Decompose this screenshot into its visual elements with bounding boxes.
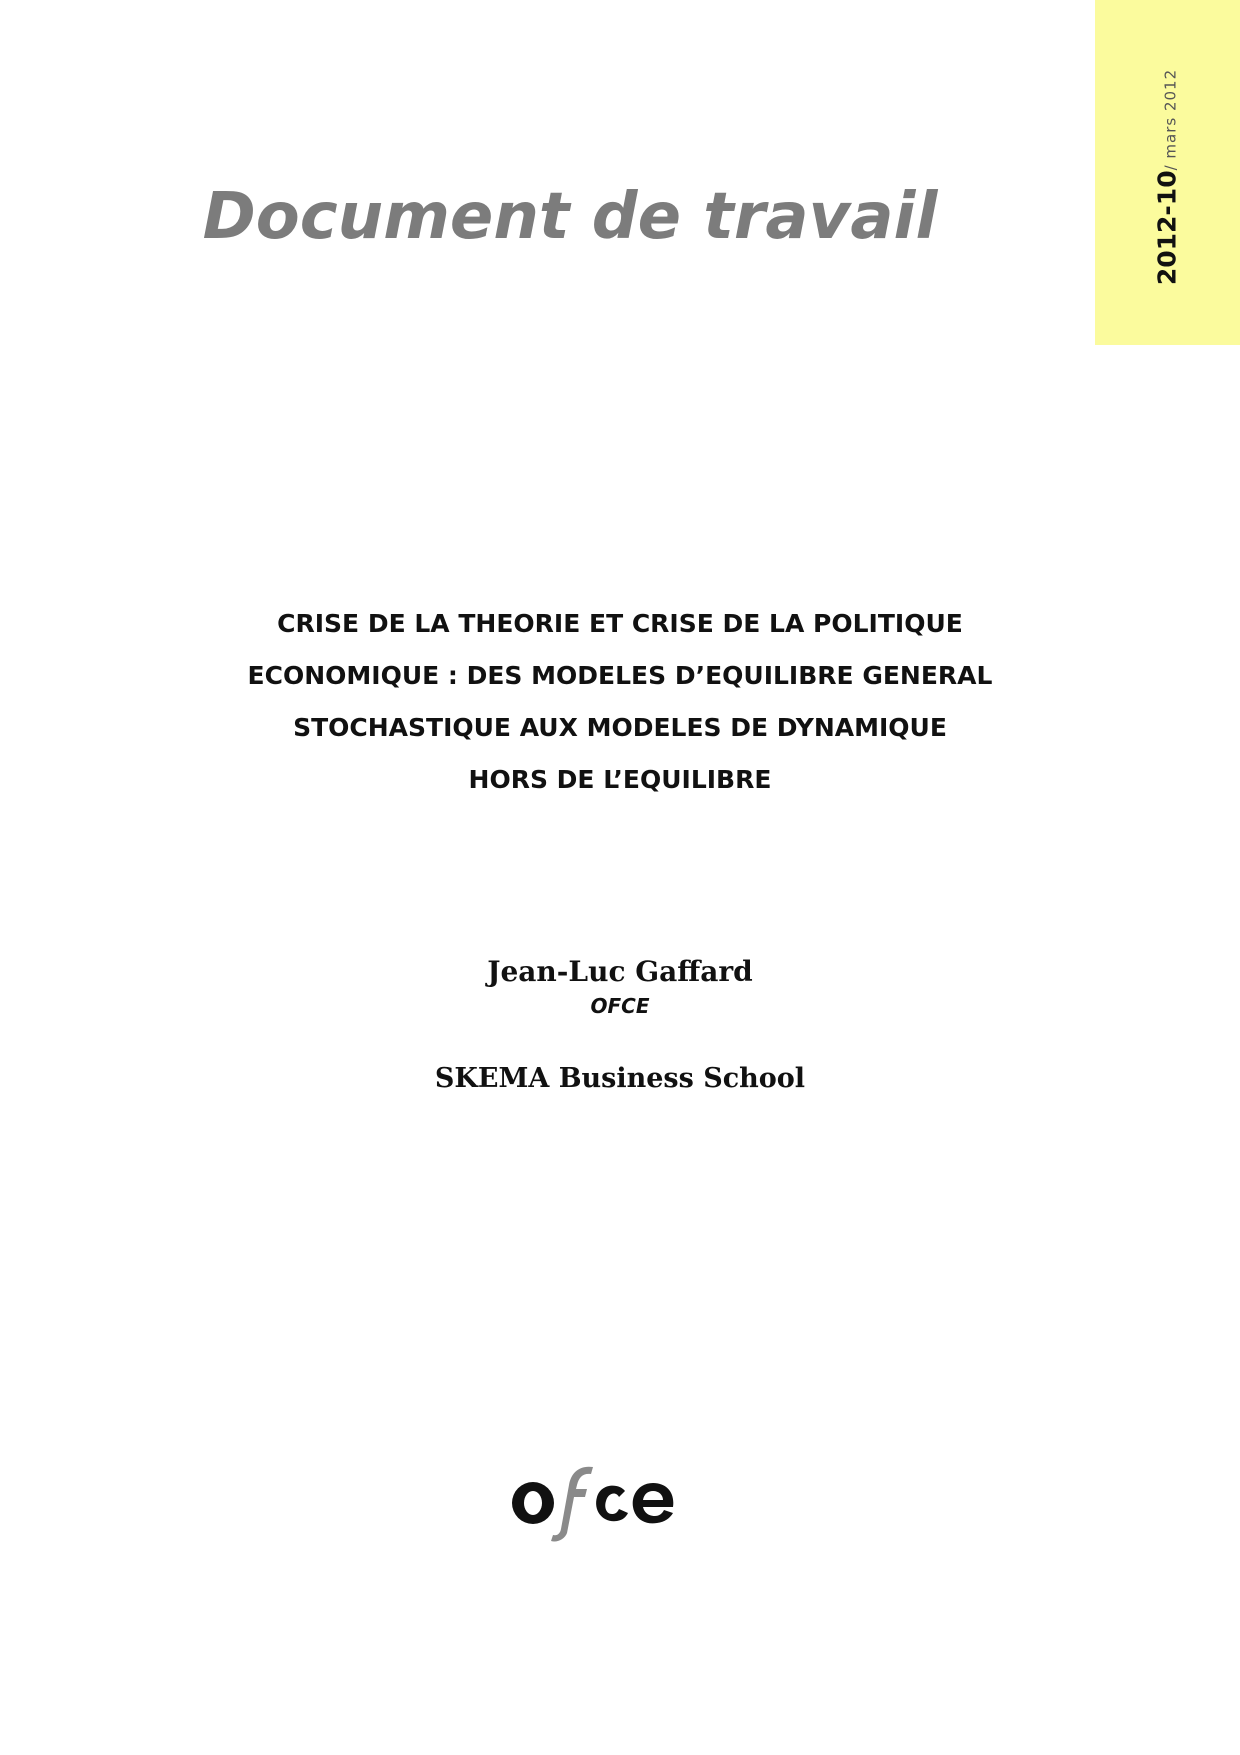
title-line: STOCHASTIQUE AUX MODELES DE DYNAMIQUE bbox=[293, 713, 947, 742]
series-label bbox=[1153, 69, 1182, 285]
ofce-logo-icon bbox=[505, 1455, 695, 1545]
paper-title bbox=[0, 598, 1240, 806]
series-date: / mars 2012 bbox=[1161, 68, 1180, 171]
title-line: CRISE DE LA THEORIE ET CRISE DE LA POLITIQUE bbox=[277, 609, 963, 638]
author-affiliation: OFCE bbox=[590, 994, 650, 1018]
author-name: Jean-Luc Gaffard bbox=[487, 955, 753, 988]
title-line: ECONOMIQUE : DES MODELES D’EQUILIBRE GENERAL bbox=[247, 661, 993, 690]
title-line: HORS DE L’EQUILIBRE bbox=[468, 765, 772, 794]
series-side-tab bbox=[1095, 0, 1240, 345]
author-school: SKEMA Business School bbox=[434, 1063, 806, 1094]
series-number: 2012-10 bbox=[1152, 170, 1182, 286]
document-type-heading: Document de travail bbox=[202, 180, 938, 254]
